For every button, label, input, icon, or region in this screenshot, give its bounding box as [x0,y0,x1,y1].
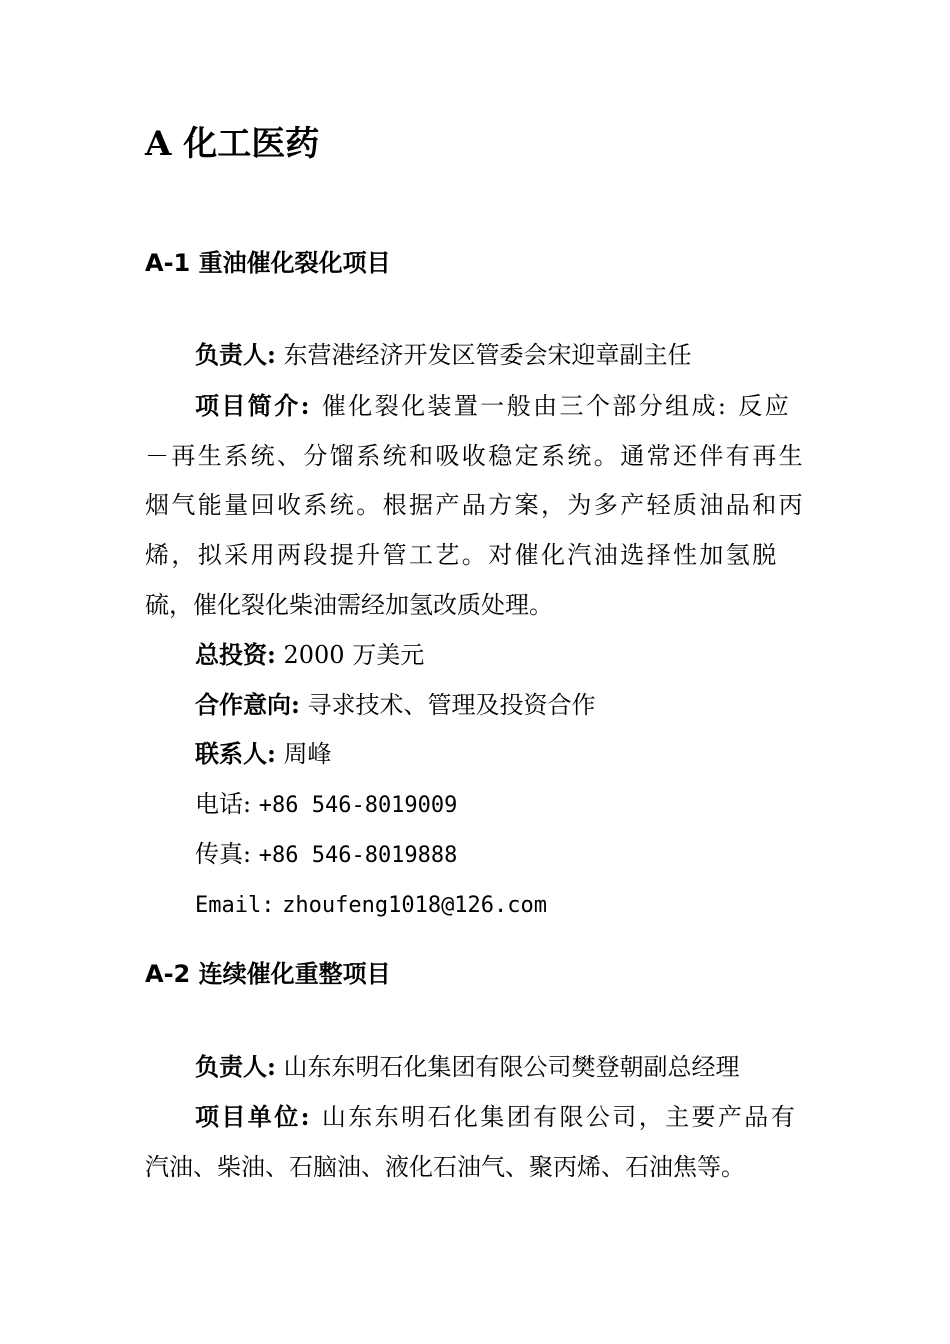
a2-owner-value: 山东东明石化集团有限公司樊登朝副总经理 [283,1053,740,1081]
a1-email-line [195,887,547,923]
a1-contact-label: 联系人: [195,739,276,768]
section-title: A 化工医药 [145,124,320,164]
a1-intro-label: 项目简介: [195,391,312,420]
a1-intro-line-4: 烯，拟采用两段提升管工艺。对催化汽油选择性加氢脱 [145,541,779,569]
a1-owner-line [195,338,692,372]
a2-unit-line-2: 汽油、柴油、石脑油、液化石油气、聚丙烯、石油焦等。 [145,1153,745,1181]
a2-unit-line-1 [195,1100,797,1134]
a1-investment-value: 2000 万美元 [283,641,425,669]
a1-fax-label: 传真: [195,840,252,868]
a1-email-label: Email: [195,893,275,918]
a1-phone-line [195,787,457,823]
a1-fax-line [195,837,457,873]
a1-investment-line [195,638,424,672]
a1-owner-label: 负责人: [195,340,276,369]
a2-unit-label: 项目单位: [195,1102,312,1131]
project-a1-title: A-1 重油催化裂化项目 [145,249,391,277]
project-a2-title: A-2 连续催化重整项目 [145,960,391,988]
a1-fax-value: +86 546-8019888 [258,843,458,868]
a1-intro-text-1: 催化裂化装置一般由三个部分组成: 反应 [321,392,792,420]
a1-contact-value: 周峰 [283,740,332,768]
a1-intro-line-3: 烟气能量回收系统。根据产品方案，为多产轻质油品和丙 [145,491,805,519]
a1-phone-value: +86 546-8019009 [258,793,458,818]
a1-intro-line-1 [195,389,791,423]
a1-intro-line-5: 硫，催化裂化柴油需经加氢改质处理。 [145,591,553,619]
a1-phone-label: 电话: [195,790,252,818]
a1-cooperation-label: 合作意向: [195,690,300,719]
a1-owner-value: 东营港经济开发区管委会宋迎章副主任 [283,341,692,369]
a1-contact-line [195,737,332,771]
a1-intro-line-2: －再生系统、分馏系统和吸收稳定系统。通常还伴有再生 [145,442,805,470]
a2-owner-line [195,1050,740,1084]
a1-investment-label: 总投资: [195,640,276,669]
a1-cooperation-line [195,688,596,722]
a1-cooperation-value: 寻求技术、管理及投资合作 [307,691,596,719]
a1-email-value: zhoufeng1018@126.com [282,893,548,918]
a2-owner-label: 负责人: [195,1052,276,1081]
a2-unit-text-1: 山东东明石化集团有限公司，主要产品有 [321,1103,798,1131]
